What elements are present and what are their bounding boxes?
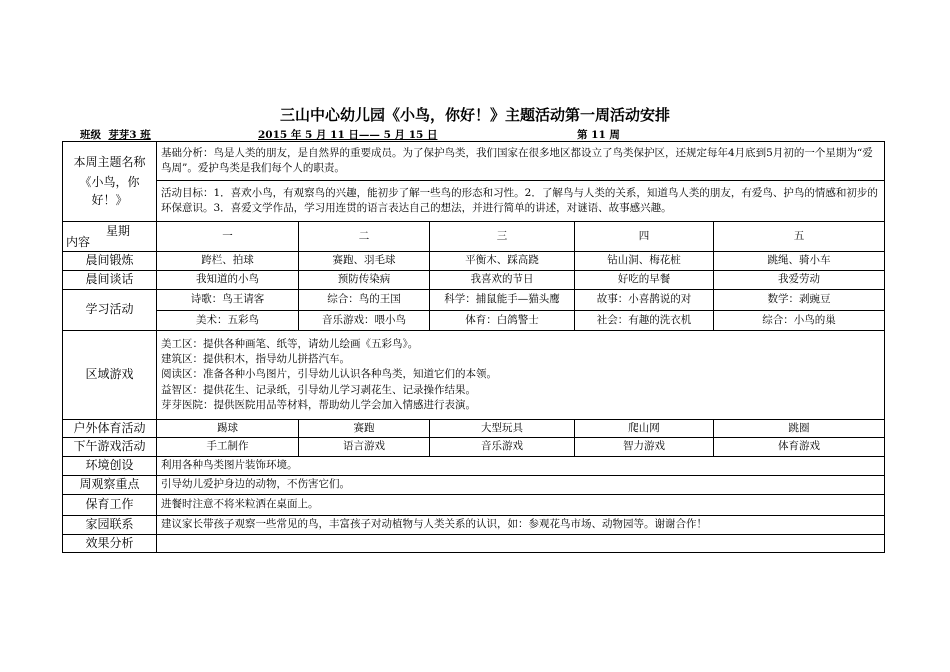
learning-tue-1: 综合：鸟的王国	[299, 290, 430, 311]
learning-fri-2: 综合：小鸟的巢	[714, 311, 885, 331]
area-games-line: 美工区：提供各种画笔、纸等，请幼儿绘画《五彩鸟》。	[161, 337, 419, 350]
learning-label: 学习活动	[63, 290, 157, 331]
learning-fri-1: 数学：剥豌豆	[714, 290, 885, 311]
care-label: 保育工作	[63, 494, 157, 515]
outdoor-label: 户外体育活动	[63, 420, 157, 438]
morning-exercise-tue: 赛跑、羽毛球	[299, 252, 430, 271]
morning-exercise-wed: 平衡木、踩高跷	[430, 252, 575, 271]
theme-label: 本周主题名称	[73, 154, 146, 169]
observation-text: 引导幼儿爱护身边的动物，不伤害它们。	[157, 475, 885, 494]
morning-talk-label: 晨间谈话	[63, 271, 157, 290]
morning-exercise-mon: 跨栏、拍球	[157, 252, 299, 271]
effect-label: 效果分析	[63, 534, 157, 552]
morning-talk-thu: 好吃的早餐	[575, 271, 714, 290]
observation-label: 周观察重点	[63, 475, 157, 494]
afternoon-thu: 智力游戏	[575, 438, 714, 456]
care-text: 进餐时注意不将米粒洒在桌面上。	[157, 494, 885, 515]
family-text: 建议家长带孩子观察一些常见的鸟，丰富孩子对动植物与人类关系的认识，如：参观花鸟市场、动物园等。谢谢合作！	[157, 515, 885, 534]
area-games-label: 区域游戏	[63, 331, 157, 420]
morning-talk-tue: 预防传染病	[299, 271, 430, 290]
theme-name: 《小鸟，你好！》	[79, 175, 140, 208]
header-diagonal-cell	[63, 222, 157, 252]
afternoon-wed: 音乐游戏	[430, 438, 575, 456]
outdoor-thu: 爬山网	[575, 420, 714, 438]
learning-row-2	[63, 311, 885, 331]
area-games-row	[63, 331, 885, 420]
area-games-line: 阅读区：准备各种小鸟图片，引导幼儿认识各种鸟类，知道它们的本领。	[161, 368, 497, 381]
date-range: 2015 年 5 月 11 日—— 5 月 15 日	[258, 129, 438, 141]
care-row	[63, 494, 885, 515]
day-header-4: 四	[575, 222, 714, 252]
morning-talk-wed: 我喜欢的节日	[430, 271, 575, 290]
area-games-line: 益智区：提供花生、记录纸，引导幼儿学习剥花生、记录操作结果。	[161, 383, 476, 396]
learning-wed-1: 科学：捕鼠能手—猫头鹰	[430, 290, 575, 311]
environment-text: 利用各种鸟类图片装饰环境。	[157, 456, 885, 475]
outdoor-mon: 踢球	[157, 420, 299, 438]
learning-wed-2: 体育：白鸽警士	[430, 311, 575, 331]
class-value: 芽芽3 班	[108, 129, 151, 141]
outdoor-fri: 跳圈	[714, 420, 885, 438]
theme-goals: 活动目标：1．喜欢小鸟，有观察鸟的兴趣，能初步了解一些鸟的形态和习性。2．了解鸟与人类的关系，知道鸟人类的朋友，有爱鸟、护鸟的情感和初步的环保意识。3．喜爱文学作品，学习用连贯的语言表达自己的想法，并进行简单的讲述，对谜语、故事感兴趣。	[157, 181, 885, 222]
class-label	[80, 127, 151, 142]
week-header-label: 星期	[105, 224, 130, 238]
effect-row	[63, 534, 885, 552]
theme-analysis: 基础分析：鸟是人类的朋友，是自然界的重要成员。为了保护鸟类，我们国家在很多地区都设立了鸟类保护区，还规定每年4月底到5月初的一个星期为“爱鸟周”。爱护鸟类是我们每个人的职责。	[157, 142, 885, 181]
environment-row	[63, 456, 885, 475]
morning-exercise-label: 晨间锻炼	[63, 252, 157, 271]
class-label-text: 班级	[80, 129, 101, 141]
outdoor-wed: 大型玩具	[430, 420, 575, 438]
header-row	[63, 222, 885, 252]
theme-row	[63, 142, 885, 181]
observation-row	[63, 475, 885, 494]
afternoon-mon: 手工制作	[157, 438, 299, 456]
outdoor-tue: 赛跑	[299, 420, 430, 438]
day-header-3: 三	[430, 222, 575, 252]
afternoon-label: 下午游戏活动	[63, 438, 157, 456]
learning-tue-2: 音乐游戏：喂小鸟	[299, 311, 430, 331]
learning-row-1	[63, 290, 885, 311]
effect-text	[157, 534, 885, 552]
goals-row	[63, 181, 885, 222]
morning-talk-row	[63, 271, 885, 290]
week-number: 第 11 周	[577, 129, 620, 141]
afternoon-fri: 体育游戏	[714, 438, 885, 456]
area-games-line: 芽芽医院：提供医院用品等材料，帮助幼儿学会加入情感进行表演。	[161, 398, 476, 411]
page-title: 三山中心幼儿园《小鸟，你好！》主题活动第一周活动安排	[279, 106, 670, 124]
day-header-1: 一	[157, 222, 299, 252]
area-games-line: 建筑区：提供积木，指导幼儿拼搭汽车。	[161, 353, 350, 366]
morning-exercise-thu: 钻山洞、梅花桩	[575, 252, 714, 271]
family-row	[63, 515, 885, 534]
family-label: 家园联系	[63, 515, 157, 534]
theme-label-cell	[63, 142, 157, 222]
day-header-2: 二	[299, 222, 430, 252]
outdoor-row	[63, 420, 885, 438]
afternoon-tue: 语言游戏	[299, 438, 430, 456]
morning-talk-fri: 我爱劳动	[714, 271, 885, 290]
learning-thu-2: 社会：有趣的洗衣机	[575, 311, 714, 331]
day-header-5: 五	[714, 222, 885, 252]
environment-label: 环境创设	[63, 456, 157, 475]
content-header-label: 内容	[66, 234, 91, 249]
learning-mon-2: 美术：五彩鸟	[157, 311, 299, 331]
learning-thu-1: 故事：小喜鹊说的对	[575, 290, 714, 311]
schedule-table	[62, 141, 885, 553]
afternoon-row	[63, 438, 885, 456]
morning-exercise-row	[63, 252, 885, 271]
morning-exercise-fri: 跳绳、骑小车	[714, 252, 885, 271]
area-games-content	[157, 331, 885, 420]
morning-talk-mon: 我知道的小鸟	[157, 271, 299, 290]
learning-mon-1: 诗歌：鸟王请客	[157, 290, 299, 311]
